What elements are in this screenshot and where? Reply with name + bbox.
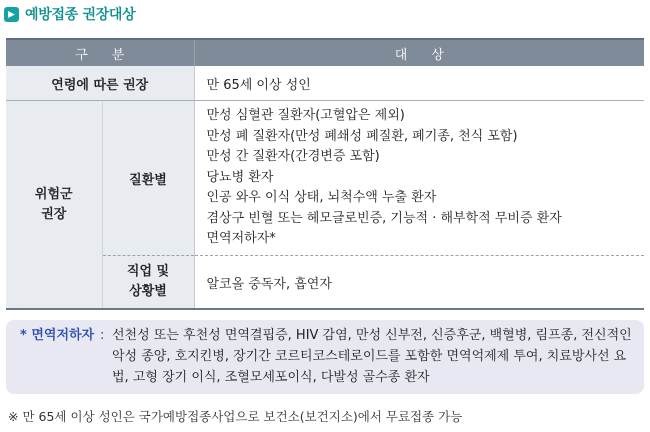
occupation-value: 알코올 중독자, 흡연자 bbox=[194, 256, 644, 310]
occupation-label-line1: 직업 및 bbox=[126, 264, 170, 279]
risk-group-label-line2: 권장 bbox=[41, 206, 67, 222]
disease-list bbox=[194, 101, 644, 256]
immunocompromised-note bbox=[6, 320, 644, 394]
risk-group-label bbox=[6, 101, 102, 310]
age-row-label: 연령에 따른 권장 bbox=[6, 66, 194, 101]
footer-note: ※ 만 65세 이상 성인은 국가예방접종사업으로 보건소(보건지소)에서 무료접종 가능 bbox=[8, 409, 463, 424]
list-item: 면역저하자* bbox=[206, 231, 276, 247]
note-text: 선천성 또는 후천성 면역결핍증, HIV 감염, 만성 신부전, 신증후군, 백혈병, 림프종, 전신적인 악성 종양, 호지킨병, 장기간 코르티코스테로이드를 포함한 면역억제제 투여, 치료방사선 요법, 고형 장기 이식, 조혈모세포이식, 다발성 골수종 환자 bbox=[112, 328, 632, 385]
list-item: 만성 심혈관 질환자(고혈압은 제외) bbox=[206, 108, 405, 124]
list-item: 만성 간 질환자(간경변증 포함) bbox=[206, 149, 380, 165]
header-category: 구분 bbox=[6, 39, 194, 66]
play-icon bbox=[4, 7, 19, 22]
header-target: 대상 bbox=[194, 39, 644, 66]
table-header-row bbox=[6, 39, 644, 66]
risk-group-label-line1: 위험군 bbox=[34, 186, 73, 202]
table-row bbox=[6, 101, 644, 256]
section-title bbox=[4, 4, 135, 24]
age-row-value: 만 65세 이상 성인 bbox=[194, 66, 644, 101]
note-label: * 면역저하자 bbox=[20, 328, 95, 343]
list-item: 만성 폐 질환자(만성 폐쇄성 폐질환, 폐기종, 천식 포함) bbox=[206, 128, 518, 144]
occupation-label bbox=[102, 256, 194, 310]
list-item: 겸상구 빈혈 또는 헤모글로빈증, 기능적 · 해부학적 무비증 환자 bbox=[206, 210, 562, 226]
list-item: 인공 와우 이식 상태, 뇌척수액 누출 환자 bbox=[206, 190, 437, 206]
disease-label: 질환별 bbox=[102, 101, 194, 256]
table-row bbox=[6, 66, 644, 101]
page-title: 예방접종 권장대상 bbox=[25, 7, 136, 23]
vaccination-target-table bbox=[6, 38, 644, 310]
occupation-label-line2: 상황별 bbox=[129, 284, 167, 299]
note-colon: : bbox=[100, 328, 105, 343]
table-row bbox=[6, 256, 644, 310]
list-item: 당뇨병 환자 bbox=[206, 169, 274, 185]
